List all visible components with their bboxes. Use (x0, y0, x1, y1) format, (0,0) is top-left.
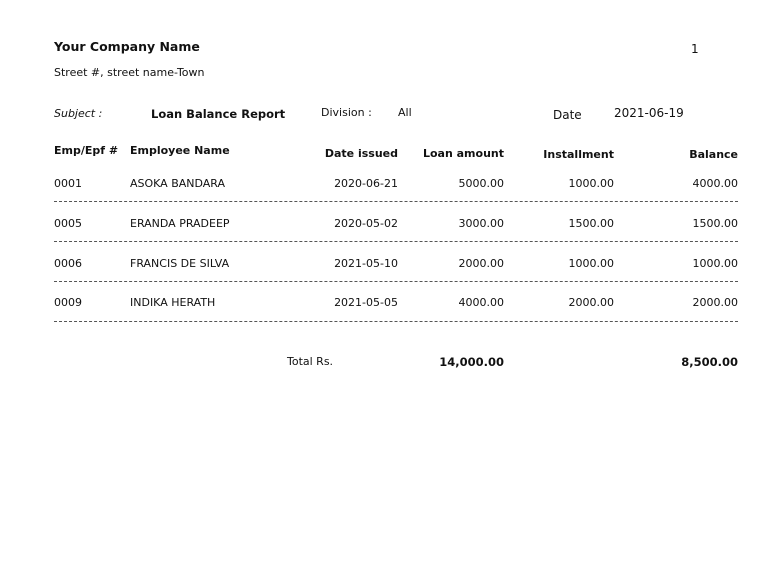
row-installment: 1000.00 (568, 257, 614, 270)
row-balance: 2000.00 (692, 296, 738, 309)
row-emp-no: 0009 (54, 296, 82, 309)
row-emp-no: 0006 (54, 257, 82, 270)
row-balance: 4000.00 (692, 177, 738, 190)
row-employee-name: ASOKA BANDARA (130, 177, 226, 190)
total-label: Total Rs. (287, 355, 334, 368)
column-header-installment: Installment (543, 148, 614, 161)
column-header-date-issued: Date issued (324, 147, 398, 160)
column-header-balance: Balance (689, 148, 738, 161)
company-address: Street #, street name-Town (54, 66, 205, 79)
row-balance: 1500.00 (692, 217, 738, 230)
row-balance: 1000.00 (692, 257, 738, 270)
subject-label: Subject : (54, 107, 103, 120)
page-number: 1 (691, 42, 699, 56)
company-name: Your Company Name (54, 39, 200, 54)
row-installment: 1500.00 (568, 217, 614, 230)
row-emp-no: 0005 (54, 217, 82, 230)
row-divider (54, 201, 738, 202)
row-installment: 1000.00 (568, 177, 614, 190)
subject-value: Loan Balance Report (151, 107, 286, 121)
column-header-loan-amount: Loan amount (422, 147, 504, 160)
date-label: Date (553, 108, 582, 122)
row-employee-name: FRANCIS DE SILVA (130, 257, 230, 270)
row-divider (54, 281, 738, 282)
row-loan-amount: 2000.00 (458, 257, 504, 270)
column-header-employee-name: Employee Name (130, 144, 230, 157)
total-loan-amount: 14,000.00 (439, 355, 504, 369)
row-divider (54, 321, 738, 322)
total-balance: 8,500.00 (681, 355, 738, 369)
row-divider (54, 241, 738, 242)
row-emp-no: 0001 (54, 177, 82, 190)
row-loan-amount: 4000.00 (458, 296, 504, 309)
row-employee-name: INDIKA HERATH (130, 296, 216, 309)
date-value: 2021-06-19 (614, 106, 684, 120)
row-employee-name: ERANDA PRADEEP (130, 217, 230, 230)
column-header-emp-no: Emp/Epf # (54, 144, 119, 157)
row-date-issued: 2021-05-05 (334, 296, 398, 309)
row-installment: 2000.00 (568, 296, 614, 309)
row-date-issued: 2020-06-21 (334, 177, 398, 190)
row-loan-amount: 3000.00 (458, 217, 504, 230)
row-date-issued: 2020-05-02 (334, 217, 398, 230)
row-loan-amount: 5000.00 (458, 177, 504, 190)
division-label: Division : (321, 106, 372, 119)
division-value: All (398, 106, 412, 119)
row-date-issued: 2021-05-10 (334, 257, 398, 270)
